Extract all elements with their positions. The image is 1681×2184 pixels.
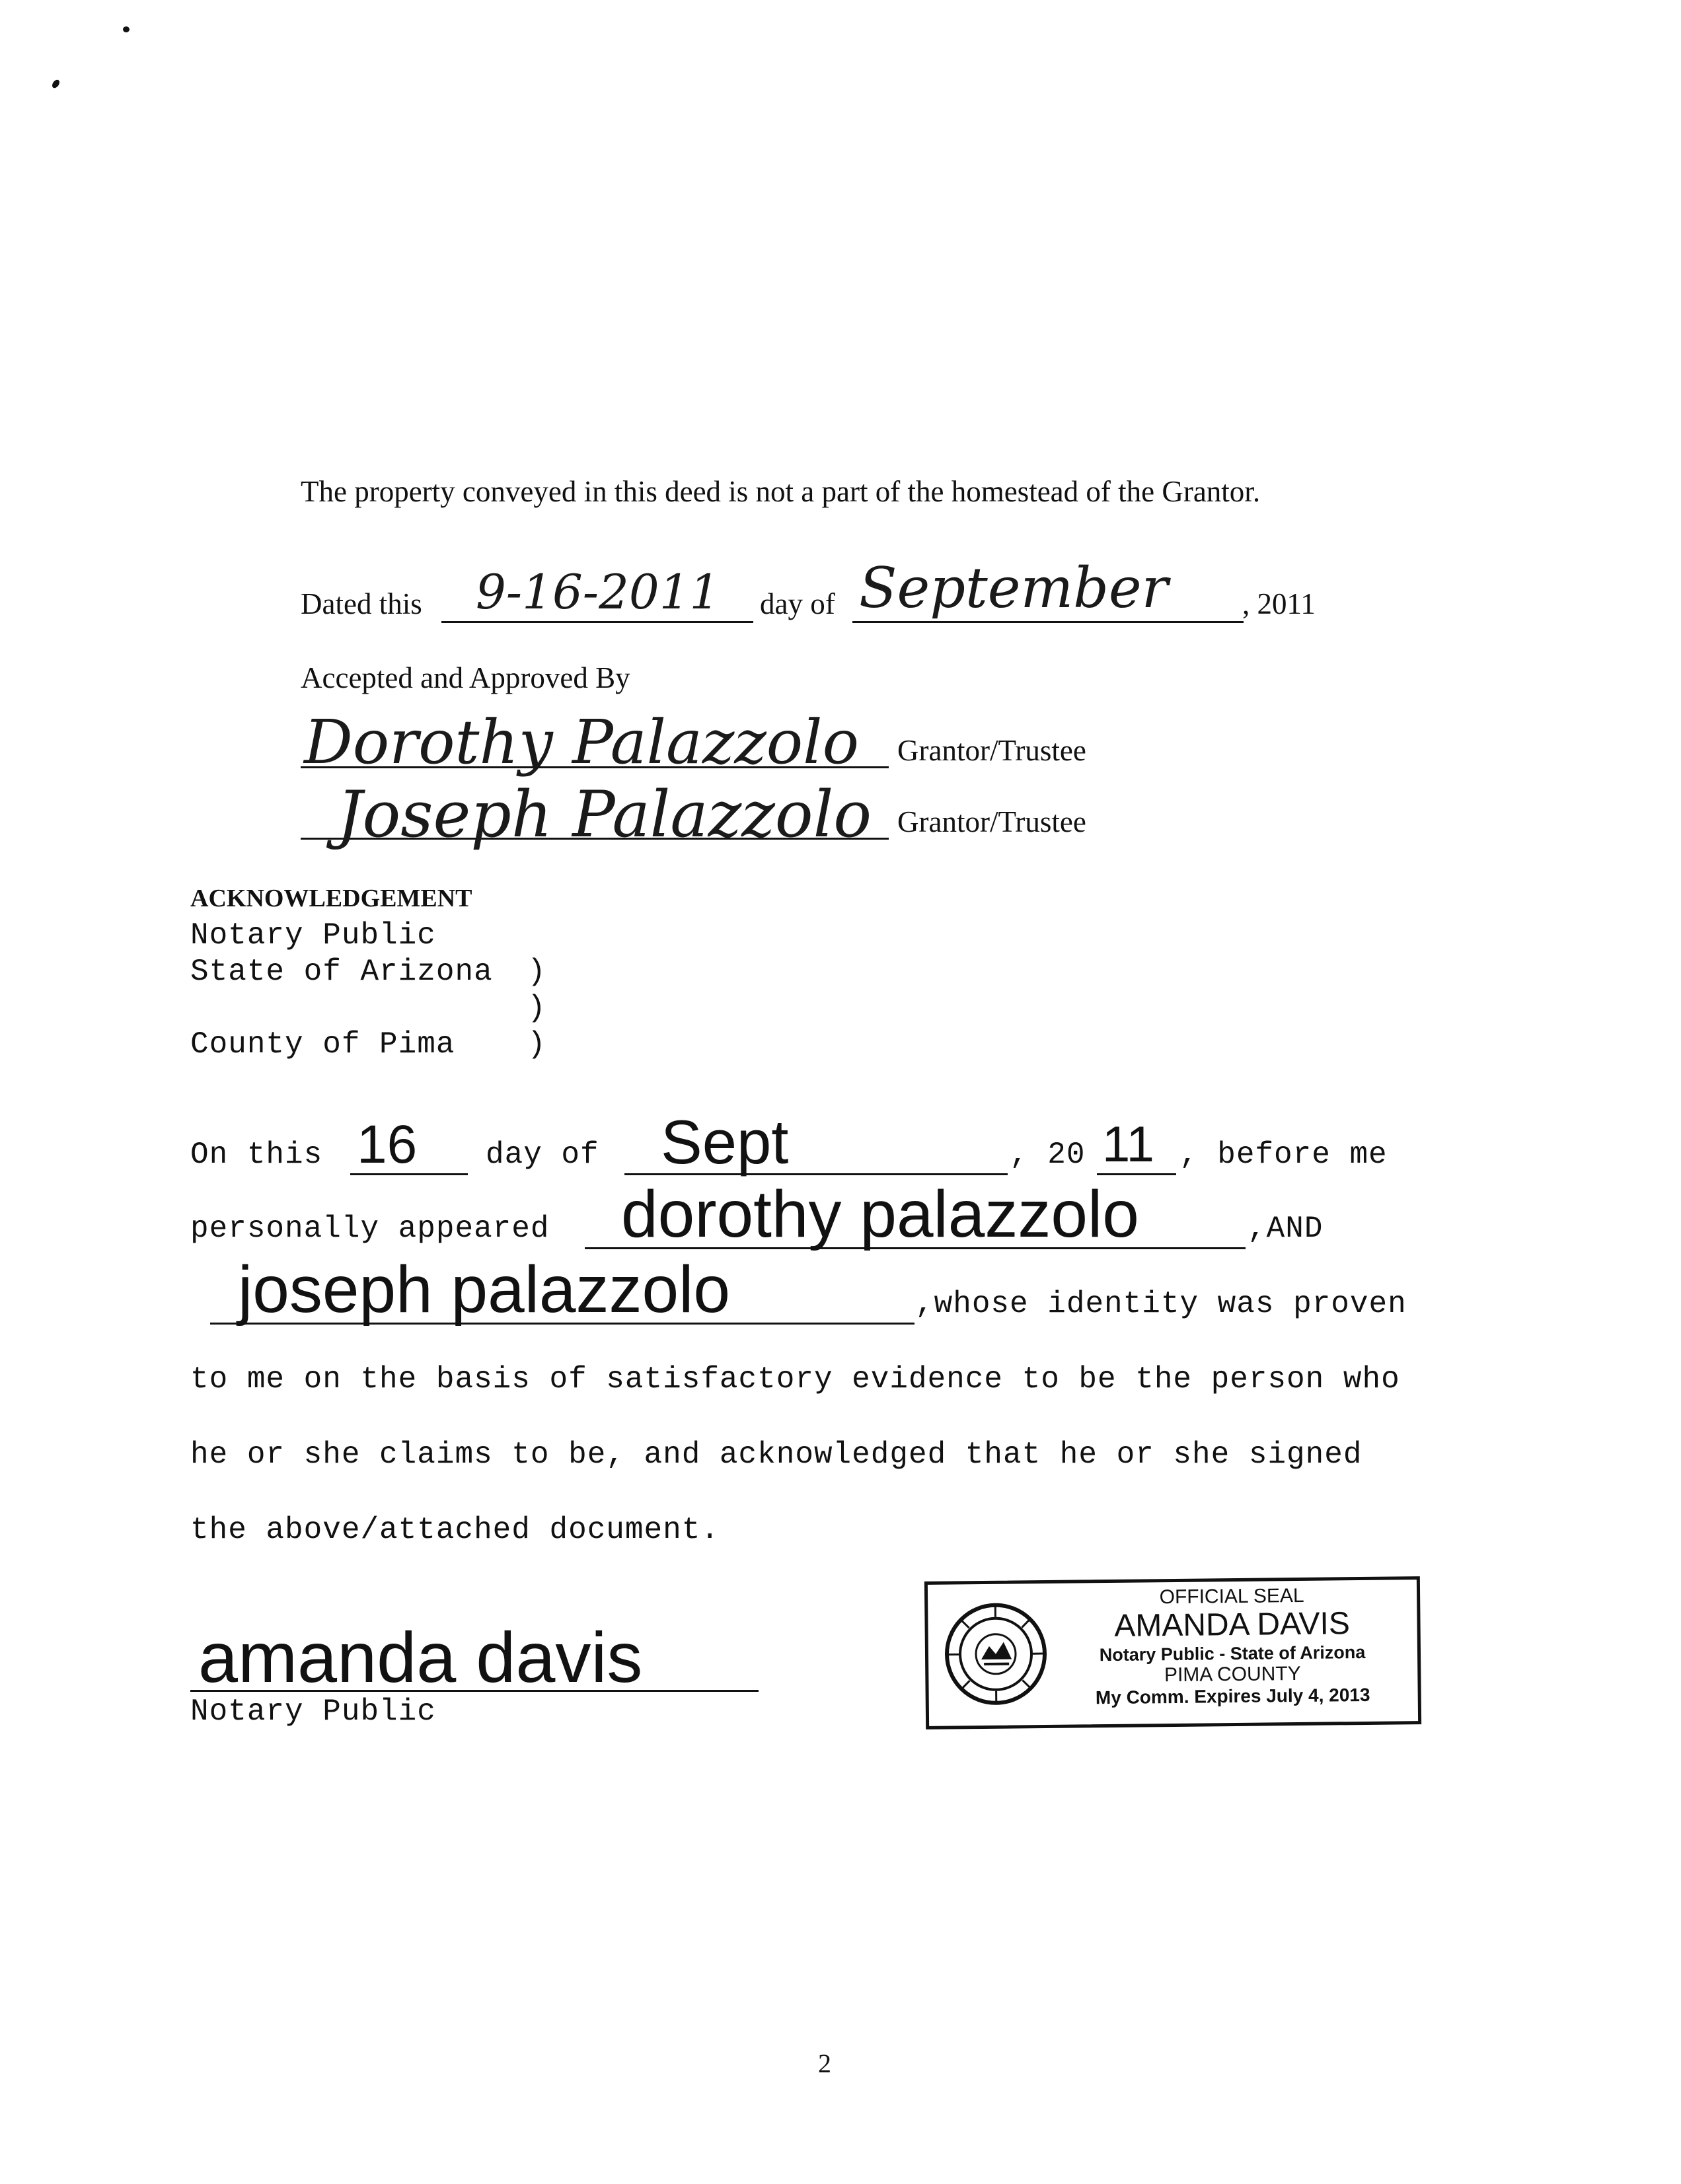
oath-and: ,AND xyxy=(1248,1212,1324,1246)
handwritten-year: 11 xyxy=(1102,1116,1154,1173)
oath-year-blank xyxy=(1097,1173,1176,1175)
ack-paren: ) xyxy=(527,991,546,1025)
month-blank xyxy=(852,621,1244,623)
dated-day-of: day of xyxy=(760,587,835,620)
handwritten-date: 9-16-2011 xyxy=(476,564,720,620)
dated-prefix: Dated this xyxy=(301,587,422,620)
handwritten-month: September xyxy=(859,556,1168,620)
page-number: 2 xyxy=(818,2049,831,2078)
oath-line-6: the above/attached document. xyxy=(190,1513,720,1547)
scan-speck xyxy=(51,79,61,90)
oath-on-this: On this xyxy=(190,1138,323,1172)
dated-year: , 2011 xyxy=(1242,587,1316,620)
handwritten-person1: dorothy palazzolo xyxy=(621,1177,1139,1251)
oath-year-prefix: , 20 xyxy=(1010,1138,1086,1172)
ack-paren: ) xyxy=(527,1027,546,1062)
handwritten-day: 16 xyxy=(357,1114,418,1175)
notary-signature: amanda davis xyxy=(198,1617,643,1697)
seal-line2: Notary Public - State of Arizona xyxy=(1099,1642,1366,1665)
oath-line-5: he or she claims to be, and acknowledged that he or she signed xyxy=(190,1438,1363,1472)
oath-line-4: to me on the basis of satisfactory evidence to be the person who xyxy=(190,1362,1400,1397)
seal-header: OFFICIAL SEAL xyxy=(1159,1584,1304,1609)
homestead-statement: The property conveyed in this deed is not a part of the homestead of the Grantor. xyxy=(301,475,1261,508)
handwritten-person2: joseph palazzolo xyxy=(238,1253,730,1327)
ack-paren: ) xyxy=(527,955,546,989)
scan-speck xyxy=(123,26,130,32)
accepted-approved-label: Accepted and Approved By xyxy=(301,661,630,694)
ack-state: State of Arizona xyxy=(190,955,493,989)
oath-day-of: day of xyxy=(486,1138,599,1172)
ack-county: County of Pima xyxy=(190,1027,455,1062)
seal-expires: My Comm. Expires July 4, 2013 xyxy=(1095,1684,1370,1708)
seal-county: PIMA COUNTY xyxy=(1164,1662,1301,1687)
notary-public-label: Notary Public xyxy=(190,1694,436,1729)
oath-personally-appeared: personally appeared xyxy=(190,1212,550,1246)
grantor-signature-2: Joseph Palazzolo xyxy=(337,778,872,852)
date-blank xyxy=(441,621,753,623)
acknowledgement-title: ACKNOWLEDGEMENT xyxy=(190,885,472,912)
grantor-role-1: Grantor/Trustee xyxy=(897,734,1086,767)
grantor-role-2: Grantor/Trustee xyxy=(897,805,1086,838)
grantor-signature-1: Dorothy Palazzolo xyxy=(304,707,859,778)
handwritten-month-sept: Sept xyxy=(661,1107,789,1177)
oath-identity: ,whose identity was proven xyxy=(915,1287,1407,1321)
ack-notary-public: Notary Public xyxy=(190,918,436,953)
oath-before-me: , before me xyxy=(1179,1138,1388,1172)
official-seal-stamp xyxy=(924,1576,1421,1729)
seal-name: AMANDA DAVIS xyxy=(1114,1606,1351,1644)
arizona-state-seal-icon xyxy=(942,1601,1049,1708)
